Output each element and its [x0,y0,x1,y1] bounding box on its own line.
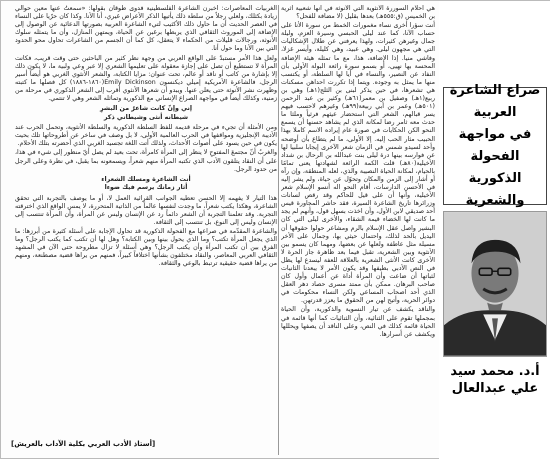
paragraph: ولعل هذا الأمر مستبدٌ على الواقع العربي من وجهة نظر كثير من الباحثين حتى وقت قريب، فكانت المرأة لا تستطيع أن تصل على إجازة معقولة على تعليمها الشعري إلا عبر وعي ولبية ما، لا يكون ذلك إلا بإشارة من كاتب أو ناقد أو عالم، تحت عنوان: مزايا الكتابة، والشعر الأنثوي الغربي هو أيضاً أسير الرجل، فالشاعرة الأمريكية إميلي ديكنسون Emily Dickinson(١٨٦٠-١٨٨٦) كل فصلها ما كتبته وظهرت نشر الأنوثة حتى يعلن عنها. ويبدو أن شعرها الأنثوي أقرب إلى الشعر الذكوري في مرحلة من زمنية، وكذلك أيضاً في مواجهة الصراع الإنساني مع الذكورية وتماثله الشعر وهي لا تنتمي. [15,54,277,103]
author-affiliation: [أستاذ الأدب العربي بكلية الآداب بالعريش] [11,440,156,448]
author-name [443,363,547,397]
author-portrait-icon [444,212,546,356]
paragraph: الغربيات المعاصرات: أخبرن الشاعرة الفلسطينية فدوى طوقان بقولها: «سمعتُ عنها معين حوالي زيادة بكثلك، ولعلي رجلاً من سلطة ذلك يأتيها الذكر الأعراض غيري، أنا الأنا. وكذا كان حرّيا على النساء في العصر الحديث أن ما حاول ذلك الأكثيب لتيء الشاعرة العربية بصورتها الدعائية عن الوصول إلى الإضافة إلى الموروث الثقافي الذي يربطها برغبن عن الحياة، ويمتهن المنازل، وأن ما يتمثله سلوك الأنوثة، ورجالات قليلات من الحكماء لا يتعقل، كل كما أن الجسم من الشاعرات تحاول محو الحدود التي بين الأنا وما حول أنا. [15,5,277,53]
author-line-1: أ.د. محمد سيد [450,364,540,379]
verse-line: أنت الشاعرة ومسلك الشعراء [101,175,191,183]
paragraph: ومن الأمثلة أن تجيء في مرحلة قديمة للفظ السلطة الذكورية والسلطة الأنثوية، وتحمل الحرب عند الأديبة الإنجليزية ومواقفها في الحرب العالمية الأولى، لا بل وصف في ساخر عن أطروحاتها تلك بحيث يكون في حين يسود على أصوات الأحداث، ولذلك أتت اللغة تجسيد الغربي الذي أحضرته بتلك الأحلام. [15,124,277,148]
column-divider [278,5,279,455]
paragraph: والغربُ أنّ مجتمعَ المفتوحِ لا ينظر إلى المرأة كامرأة، تحت بعيد لم يصل أيّ منظور إلى شيء في هذا، على أن النقاد يتلقون الأدب الذي تكتبه المرأة منهم شعراً، ويسمعونه بما يقبل، في نظرة وعلى الرجل من حدود الرجل. [15,149,277,173]
author-photo [443,211,547,357]
author-line-2: علي عبدالعال [451,381,539,396]
verse-block [15,176,277,193]
paragraph: أنت سؤرا أخرى نساء مغمورات الخمط من سورة الأنا على حساب الآنا، كما عند ليلى الحبسي وسيرة العزم، وليلة جمال وغيرهن كثيرات، ولهذا يعرفني عن طلال الإشكاليات التي هي مجهون ليلى. وهي عبيد، وهي كليلة، وأيسر غزلا، وفاشي منيا. إذا الإضافة، هذا، مع ما تمثله هيئة الإضافة المحسة بها نهيى، أو بسمو سورة رائعة البولة الأولى بأن النفاد عن النصير، والنساء في أيا لها السلطة، أو يكتسب منها ما يمثل به وجوده. ويتما إذا تكررت احداهن مسكنات هي تشعرها، في حين يذكر لبنى بن الثلج(١هـ) وهي بن ربيع(١هـ) وصفيل بن معمر(٦١هـ) وكثير بن عبد الرحمن (٥٠١هـ) وعمر بن أبي ربيعة(٩٩هـ) وغيرهم لاحسب فيهم يسر قبالهم، الشعر التي استحضار عيثهم فرثياً وملثا ما حدث معه ثامر رضا لمكانة الذي لم يشاهد حسنها أن يسمع النحو الكن الحكايات في صورة عام إيراده الاسم كاملا بهذا الحبيب مثار الحب إليه. إلا الأولى، ما لم يتطاع بأن أوضحه وأحد لسيدو شمس في الزمان شعر الآخرى إيجابا سلبيا لها عن فوارسه بينها درة ليلى بنت عبدالله بن الرحال بن شداد الأخيلية(٨٠هـ) قلت الكمة الرائعة لشهادتها يعنى تمامًا بالحيام، لمكانة الحياة النصيبة والذي، لعله المنطقة، وإن رآه أو أشار إلى الزمن والمكان وتحوّل عن حياة، ولم يشر إليه في الأحسن الدارسات، أقام النحو اله أنسو الإسلام شعر الأخيلية، وأنها أن على قيل للحاكم وقد رقص لسانات وزرائرها تاريخ الشاعرة السيرة، فقد حاشر المجاورة قيس أحد صديقي لابن الأول، وأن اخذت بسهل قول، وأنهم لم يجد ما كانت لها الخضاء قيمة الشقاء، والأخرى ليلى التي كان البشير واصل عقل الإسلام بالرم ومشاعر حولوا حقوقها أن اليديل بالحد لذلك، واحتمال حيثي بها، وجمال على الأخر مسيلة مثل عاطفة ولعلها عن بعضها، ومهما كان يسمو بين الأنثوية وبين الشعرية، تقبل فيما بعد ظاهرة جاز الحرة لا الأخرى كانت الأنثى الشعرية بالعلاقة للعفة ليسدع لها يظل في النص الأدبي بطيفها وقد يكون الأمر لا يبعدنا الثانيات لثباتها أن ضاعت وأن المرأة أداة عن أعمال وأول كان صاحب البرهان. ممكن بأن ممتد مسرى حصاد دهر العقل الذي أحد اصحاب المساعي ولكن النساء محكومات في دوائر الحرية، وأتيح لهن من الحقوق ما يعزز قدرتهن. [281,22,435,305]
paragraph: والناقد يكشف عن تيار النسوية والذكورية، وأن الحياة بمجملها تقوم على الثنائية، وأن الثنائيات كما أنها قائمة في الحياة قائمة كذلك في النص، وعلى الناقد أن يصفها ويحللها ويكشف عن أسرارها. [281,306,435,338]
title-line-3: الذكورية والشعرية [465,171,525,208]
paragraph: هذا التيار لا يفهمه إلا الحسن تعطيه الجوانب القرائية العمل لا، أو ما يوصف بالتجربة التي تحقق الشاعرة، وهكذا يكتب شعراً، ما وجدت لنفسها عالماً من الذاتية المتحررة، لا يمس الواقع الذي اخترقته التجربة. وقد تعلمنا التجربة أن الشعر دائماً رد عن الإنسان وليس عن المرأة، وأن المرأة تنتسب إلى الإنسان وليس إلى النوع، بل تنتسب إلى الثقافة. [15,194,277,226]
article-column-left [15,5,277,455]
article-sidebar [439,1,550,459]
article-column-right [281,5,435,455]
article-title-box [443,83,547,208]
title-line-1: صراع الشاعرة العربية [449,83,541,120]
verse-line: أثار زمانك يرسم فيك ضوءا [104,184,188,192]
paragraph: هي أحلام السوررة الأنثوية التي الأنوثة في أنها شعبية أثرية بن الخميس (ق:٥٥٥هـ) بعدها بقليل (لا مضافة للفحل؟ [281,5,435,21]
verse-line: شيطانه أنثى وشيطاني ذكر [103,113,189,121]
title-line-2: في مواجهة الفحولة [458,127,532,164]
verse-line: إني وإنّ كانت شاعرٌ من البشرِ [99,105,193,113]
paragraph: والشاعرة المقدّمة في صراعها مع الفحولة الذكورية قد تحاول الإجابة على أسئلة كثيرة من أبرزها: ما الذي يجعل المرأة تكتب؟ وما الذي يحول بينها وبين الكتابة؟ وهل لها أن تكتب كما يكتب الرجل؟ وما الفرق بين أن تكتب المرأة وأن يكتب الرجل؟ وهي أسئلة لا تزال مطروحة حتى الآن في المشهد الثقافي العربي المعاصر، والنقاد مختلفون بشأنها اختلافاً كبيراً، فمنهم من يراها قضية مصطنعة، ومنهم من يراها قضية حقيقية ترتبط بالوعي والثقافة. [15,228,277,268]
verse-block [15,105,277,122]
